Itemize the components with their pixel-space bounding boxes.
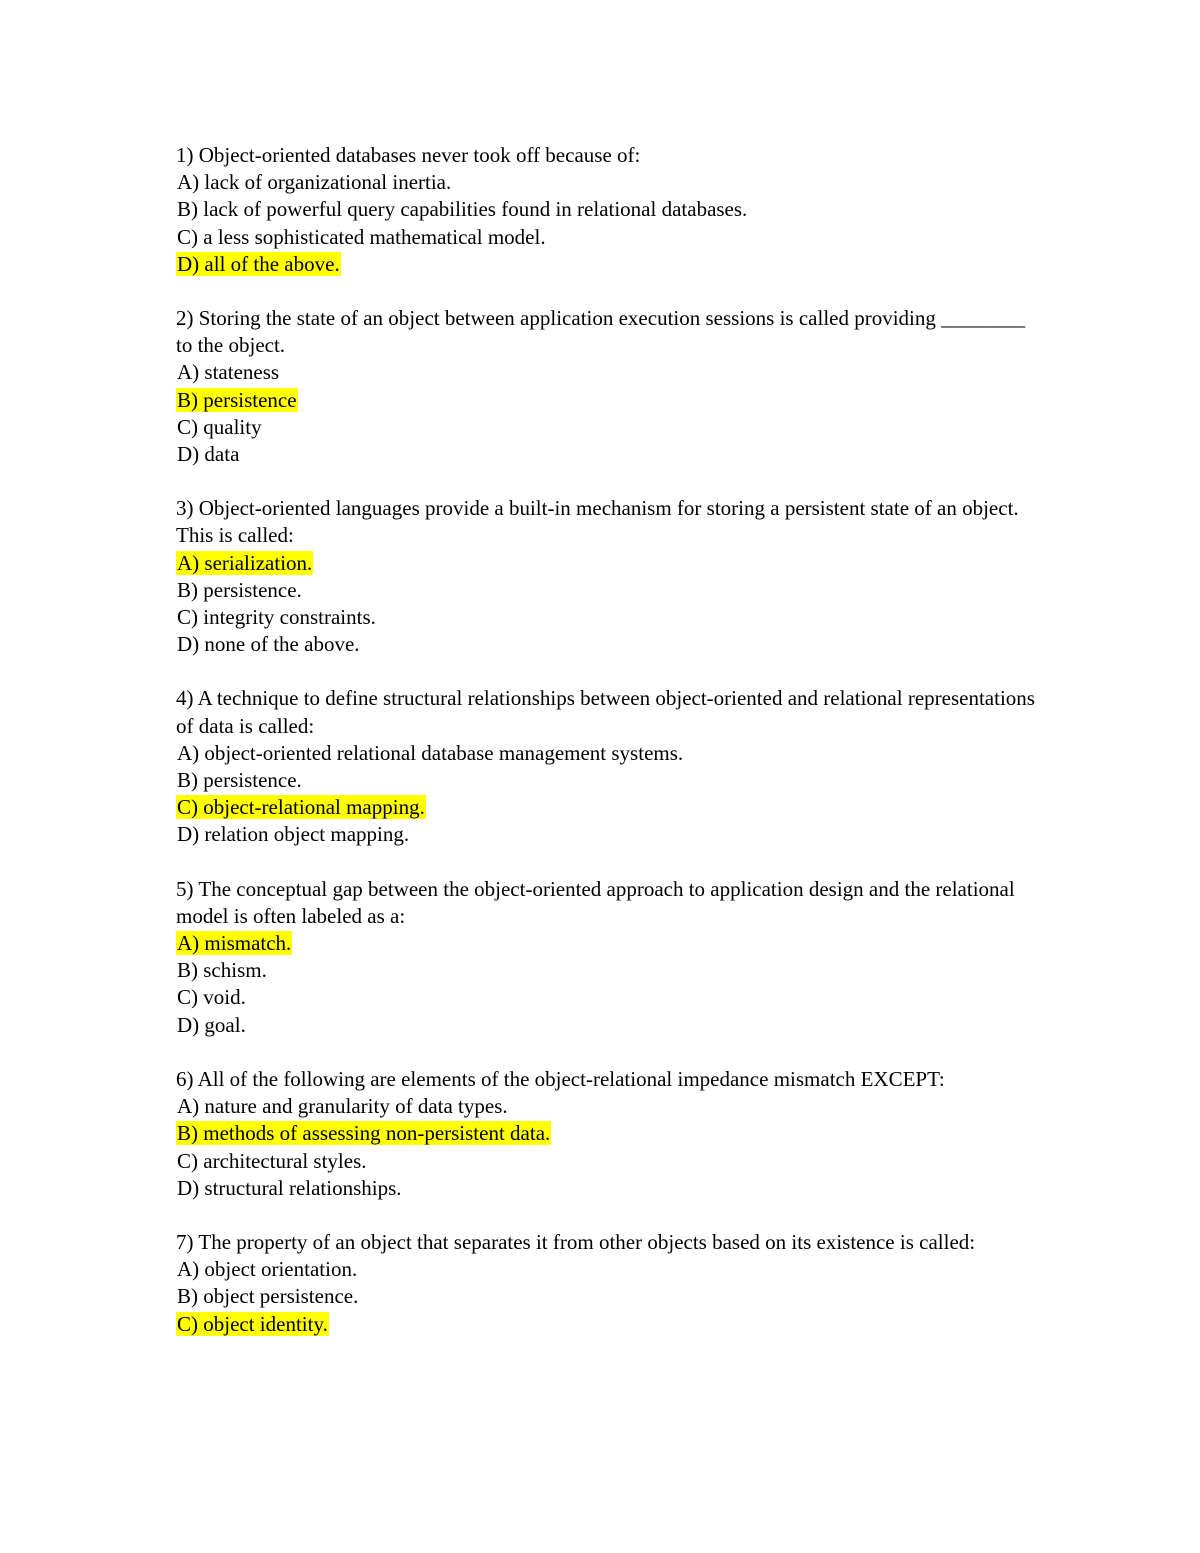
question-4: [176, 685, 1036, 848]
answer-option: A) mismatch.: [177, 931, 292, 956]
answer-option: A) lack of organizational inertia.: [177, 170, 452, 195]
question-3: [176, 495, 1036, 658]
answer-option: C) object-relational mapping.: [177, 795, 425, 820]
answer-option: B) persistence.: [177, 768, 302, 793]
answer-option: A) stateness: [177, 360, 280, 385]
question-stem: 2) Storing the state of an object between application execution sessions is called providing ________ to the object.: [176, 306, 1026, 358]
answer-option: C) void.: [177, 985, 246, 1010]
answer-option: C) a less sophisticated mathematical model.: [177, 224, 546, 249]
answer-option: D) goal.: [177, 1012, 246, 1037]
answer-option: B) schism.: [177, 958, 267, 983]
question-stem: 3) Object-oriented languages provide a built-in mechanism for storing a persistent state of an object. This is called:: [176, 496, 1019, 548]
question-stem: 6) All of the following are elements of the object-relational impedance mismatch EXCEPT:: [176, 1066, 945, 1091]
question-stem: 5) The conceptual gap between the object-oriented approach to application design and the relational model is often labeled as a:: [176, 876, 1015, 928]
question-5: [176, 876, 1036, 1039]
answer-option: A) object-oriented relational database management systems.: [177, 740, 684, 765]
answer-option: D) none of the above.: [177, 632, 360, 657]
answer-option: C) object identity.: [177, 1311, 328, 1336]
answer-option: C) integrity constraints.: [177, 605, 376, 630]
question-stem: 7) The property of an object that separates it from other objects based on its existence is called:: [176, 1229, 976, 1254]
question-2: [176, 305, 1036, 468]
question-1: [176, 142, 1036, 278]
answer-option: B) persistence: [177, 387, 297, 412]
answer-option: B) object persistence.: [177, 1284, 359, 1309]
answer-option: B) lack of powerful query capabilities found in relational databases.: [177, 197, 748, 222]
answer-option: D) data: [177, 442, 240, 467]
answer-option: A) object orientation.: [177, 1257, 358, 1282]
answer-option: D) structural relationships.: [177, 1175, 402, 1200]
answer-option: D) all of the above.: [177, 251, 340, 276]
answer-option: B) methods of assessing non-persistent data.: [177, 1121, 551, 1146]
question-stem: 4) A technique to define structural relationships between object-oriented and relational representations of data is called:: [176, 686, 1035, 738]
answer-option: A) nature and granularity of data types.: [177, 1094, 508, 1119]
question-6: [176, 1066, 1036, 1202]
answer-option: C) architectural styles.: [177, 1148, 367, 1173]
question-list: [176, 142, 1036, 1365]
answer-option: C) quality: [177, 414, 262, 439]
answer-option: D) relation object mapping.: [177, 822, 410, 847]
answer-option: A) serialization.: [177, 550, 313, 575]
answer-option: B) persistence.: [177, 577, 302, 602]
question-stem: 1) Object-oriented databases never took off because of:: [176, 143, 641, 167]
question-7: [176, 1229, 1036, 1338]
